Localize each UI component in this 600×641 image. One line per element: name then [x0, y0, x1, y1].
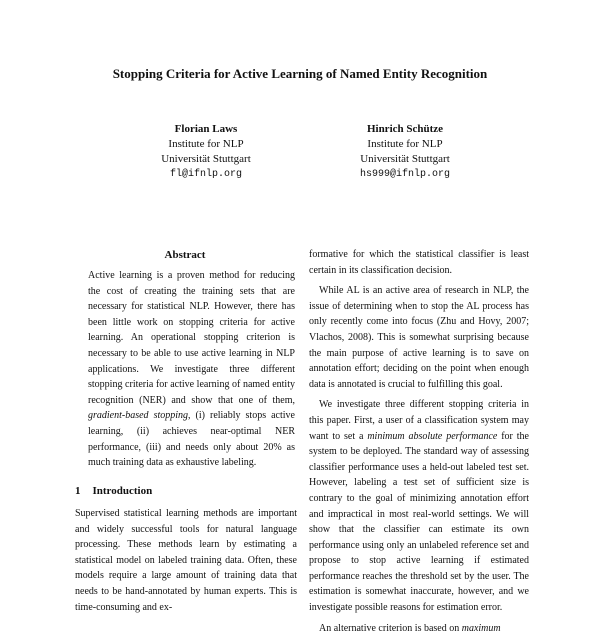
author-affiliation: Institute for NLP	[168, 138, 244, 150]
body-paragraph	[309, 397, 529, 615]
author-university: Universität Stuttgart	[161, 153, 251, 165]
author-block	[320, 122, 490, 182]
author-email: hs999@ifnlp.org	[359, 169, 450, 180]
abstract-text	[88, 268, 295, 471]
paper-title: Stopping Criteria for Active Learning of Named Entity Recognition	[112, 66, 488, 81]
abstract-text-part: , (i) reliably stops active learning, (ii) achieves near-optimal NER performance, (iii) and needs only about 20% as much training data as exhaustive labeling.	[88, 410, 295, 469]
author-email: fl@ifnlp.org	[169, 169, 242, 180]
body-emphasis: minimum absolute performance	[367, 430, 498, 442]
body-text-part: We investigate three different stopping criteria in this paper. First, a user of a classification system may want to set a	[309, 399, 529, 442]
body-text-part: An alternative criterion is based on	[319, 622, 462, 634]
abstract-emphasis: gradient-based stopping	[88, 410, 189, 422]
right-column	[309, 247, 529, 641]
body-emphasis: maximum	[461, 622, 501, 634]
abstract-heading: Abstract	[164, 249, 206, 261]
body-text-part: for the system to be deployed. The standard way of assessing classifier performance uses a held-out labeled test set. However, labeling a test set of sufficient size is contrary to the goal of minimizing annotation effort and impractical in most real-world settings. We will show that the classifier can estimate its own performance using only an unlabeled reference set and propose to stop active learning if estimated performance reaches the threshold set by the user. The estimation is somewhat inaccurate, however, and we investigate possible reasons for estimation error.	[309, 430, 529, 614]
body-paragraph: formative for which the statistical classifier is least certain in its classification decision.	[309, 249, 529, 276]
section-heading	[75, 485, 295, 497]
body-paragraph: While AL is an active area of research in NLP, the issue of determining when to stop the AL process has only recently come into focus (Zhu and Hovy, 2007; Vlachos, 2008). This is somewhat surprising because the main purpose of active learning is to save on annotation effort; deciding on the point when enough data is annotated is crucial to fulfilling this goal.	[309, 285, 529, 390]
author-name: Florian Laws	[174, 123, 238, 135]
author-block	[121, 122, 291, 182]
body-paragraph	[309, 621, 529, 637]
section-title: Introduction	[92, 485, 153, 497]
abstract-text-part: Active learning is a proven method for reducing the cost of creating the training sets that are necessary for statistical NLP. However, there has been little work on stopping criteria for active learning. An operational stopping criterion is necessary to be able to use active learning in NLP applications. We investigate three different stopping criteria for active learning of named entity recognition (NER) and show that one of them,	[88, 270, 295, 406]
author-university: Universität Stuttgart	[360, 153, 450, 165]
intro-paragraph: Supervised statistical learning methods are important and widely successful tools for natural language processing. These methods learn by estimating a statistical model on labeled training data. Often, these models require a large amount of training data that needs to be hand-annotated by human experts. This is time-consuming and ex-	[75, 508, 297, 613]
author-affiliation: Institute for NLP	[367, 138, 443, 150]
author-name: Hinrich Schütze	[366, 123, 444, 135]
section-number: 1	[75, 485, 81, 497]
